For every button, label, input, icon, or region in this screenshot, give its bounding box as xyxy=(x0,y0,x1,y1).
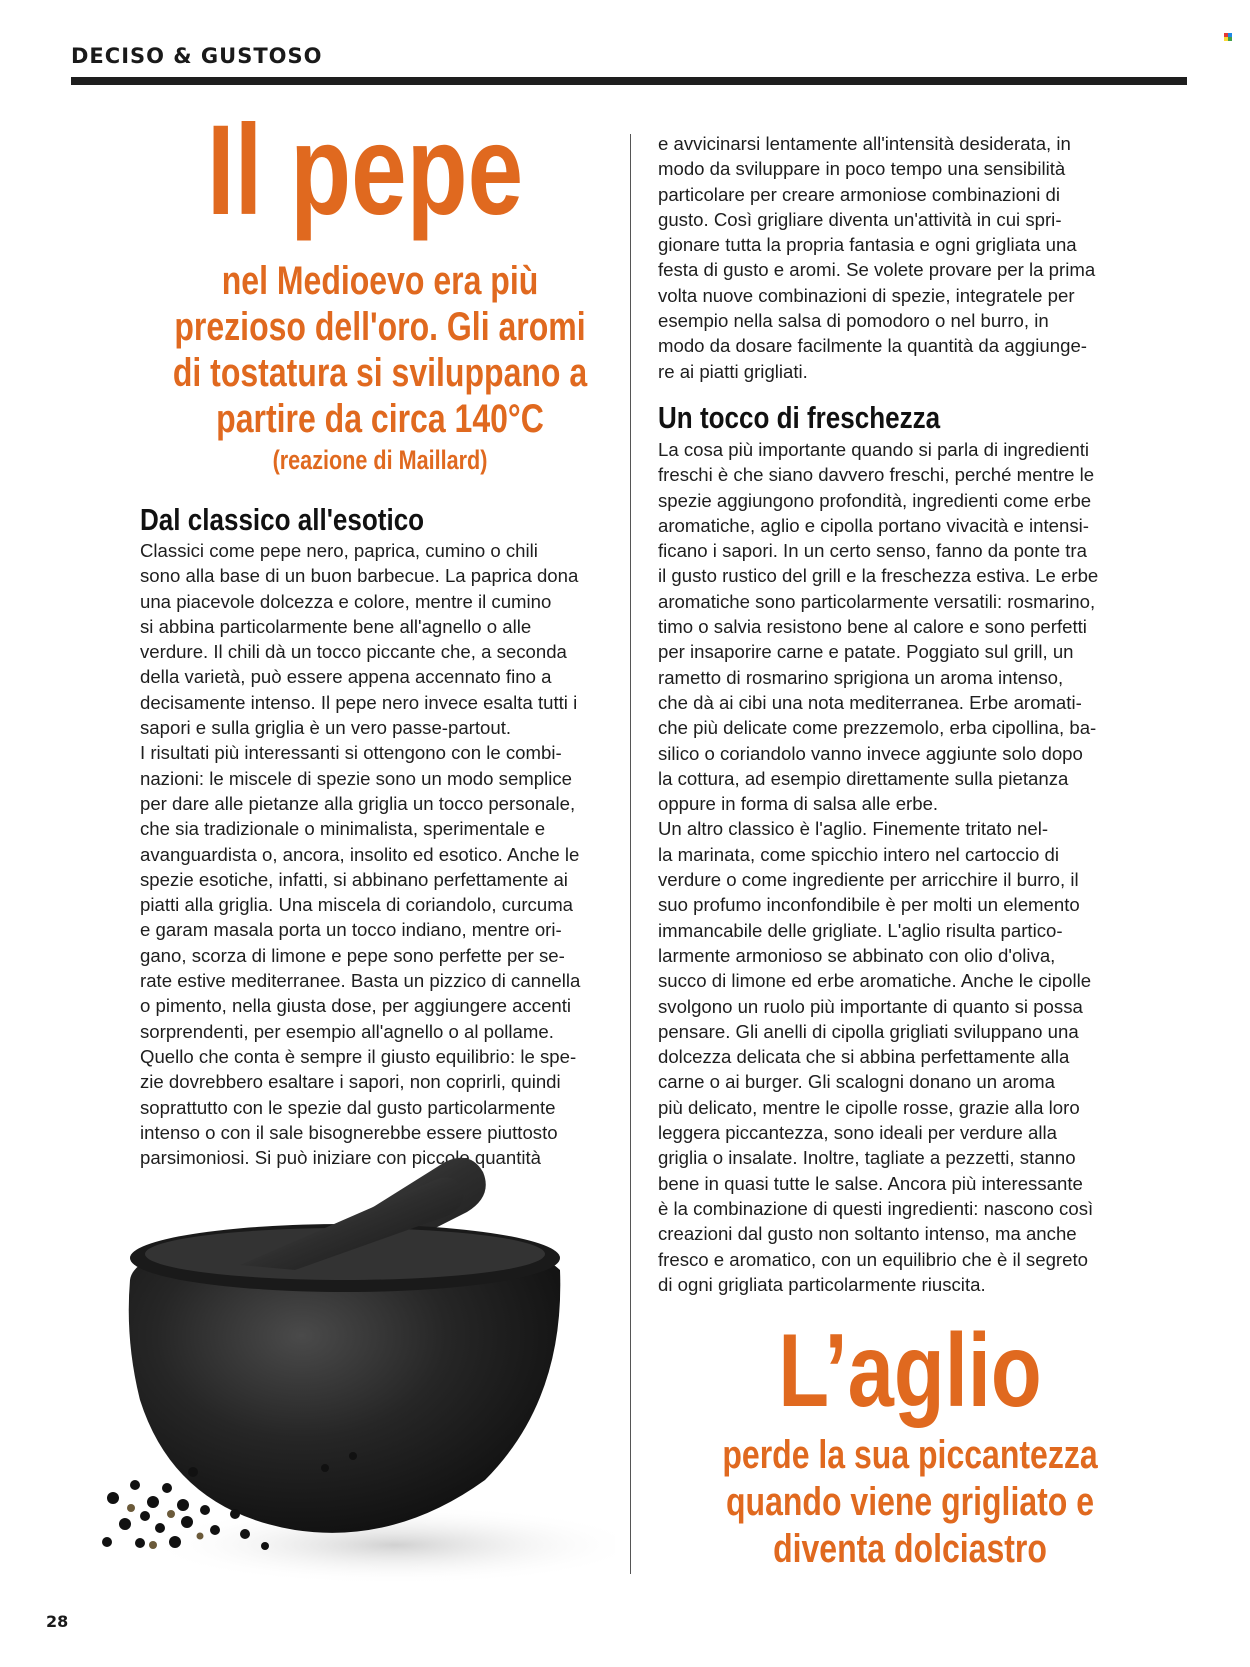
column-divider xyxy=(630,134,631,1574)
color-registration-mark xyxy=(1224,33,1232,41)
page-number: 28 xyxy=(46,1612,69,1631)
body-text-right: La cosa più importante quando si parla di ingredienti freschi è che siano davvero freschi, perché mentre le spezie aggiungono profondità, ingredienti come erbe aromatiche, aglio e cipolla portano vivacità e intensi- ficano i sapori. In un certo senso, fanno da ponte tra il gusto rustico del grill e la freschezza estiva. Le erbe aromatiche sono particolarmente versatili: rosmarino, timo o salvia resistono bene al calore e sono perfetti per insaporire carne e patate. Poggiato sul grill, un rametto di rosmarino sprigiona un aroma intenso, che dà ai cibi una nota mediterranea. Erbe aromati- che più delicate come prezzemolo, erba cipollina, ba- silico o coriandolo vanno invece aggiunte solo dopo la cottura, ad esempio direttamente sulla pietanza oppure in forma di salsa alle erbe. Un altro classico è l'aglio. Finemente tritato nel- la marinata, come spicchio intero nel cartoccio di verdure o come ingrediente per arricchire il burro, il suo profumo inconfondibile è per molti un elemento immancabile delle grigliate. L'aglio risulta partico- larmente armonioso se abbinato con olio d'oliva, succo di limone ed erbe aromatiche. Anche le cipolle svolgono un ruolo più importante di quanto si possa pensare. Gli anelli di cipolla grigliati sviluppano una dolcezza delicata che si abbina perfettamente alla carne o ai burger. Gli scalogni donano un aroma più delicato, mentre le cipolle rosse, grazie alla loro leggera piccantezza, sono ideali per verdure alla griglia o insalate. Inoltre, tagliate a pezzetti, stanno bene in quasi tutte le salse. Ancora più interessante è la combinazione di questi ingredienti: nascono così creazioni dal gusto non soltanto intenso, ma anche fresco e aromatico, con un equilibrio che è il segreto di ogni grigliata particolarmente riuscita. xyxy=(658,439,1099,1295)
section-heading-freshness: Un tocco di freschezza xyxy=(658,400,941,435)
mortar-pestle-photo xyxy=(95,1150,615,1630)
outro-subtitle: perde la sua piccantezza quando viene grigliato e diventa dolciastro xyxy=(722,1433,1098,1571)
body-text-right-continuation: e avvicinarsi lentamente all'intensità desiderata, in modo da sviluppare in poco tempo una sensibilità particolare per creare armoniose combinazioni di gusto. Così grigliare diventa un'attività in cui spri- gionare tutta la propria fantasia e ogni grigliata una festa di gusto e aromi. Se volete provare per la prima volta nuove combinazioni di spezie, integratele per esempio nella salsa di pomodoro o nel burro, in modo da dosare facilmente la quantità da aggiunge- re ai piatti grigliati. xyxy=(658,133,1096,382)
intro-subtitle: nel Medioevo era più prezioso dell'oro. Gli aromi di tostatura si sviluppano a partire da circa 140°C xyxy=(172,259,588,441)
intro-note: (reazione di Maillard) xyxy=(272,445,488,475)
intro-title: Il pepe xyxy=(206,99,524,242)
section-heading-classic: Dal classico all'esotico xyxy=(140,502,425,537)
outro-title: L’aglio xyxy=(778,1313,1042,1429)
section-title: DECISO & GUSTOSO xyxy=(71,44,323,68)
body-text-left: Classici come pepe nero, paprica, cumino o chili sono alla base di un buon barbecue. La paprica dona una piacevole dolcezza e colore, mentre il cumino si abbina particolarmente bene all'agnello o alle verdure. Il chili dà un tocco piccante che, a seconda della varietà, può essere appena accennato fino a decisamente intenso. Il pepe nero invece esalta tutti i sapori e sulla griglia è un vero passe-partout. I risultati più interessanti si ottengono con le combi- nazioni: le miscele di spezie sono un modo semplice per dare alle pietanze alla griglia un tocco personale, che sia tradizionale o minimalista, sperimentale e avanguardista o, ancora, insolito ed esotico. Anche le spezie esotiche, infatti, si abbinano perfettamente ai piatti alla griglia. Una miscela di coriandolo, curcuma e garam masala porta un tocco indiano, mentre ori- gano, scorza di limone e pepe sono perfette per se- rate estive mediterranee. Basta un pizzico di cannella o pimento, nella giusta dose, per aggiungere accenti sorprendenti, per esempio all'agnello o al pollame. Quello che conta è sempre il giusto equilibrio: le spe- zie dovrebbero esaltare i sapori, non coprirli, quindi soprattutto con le spezie dal gusto particolarmente intenso o con il sale bisognerebbe essere piuttosto parsimoniosi. Si può iniziare con piccole quantità xyxy=(140,540,581,1169)
header-rule xyxy=(71,77,1187,85)
